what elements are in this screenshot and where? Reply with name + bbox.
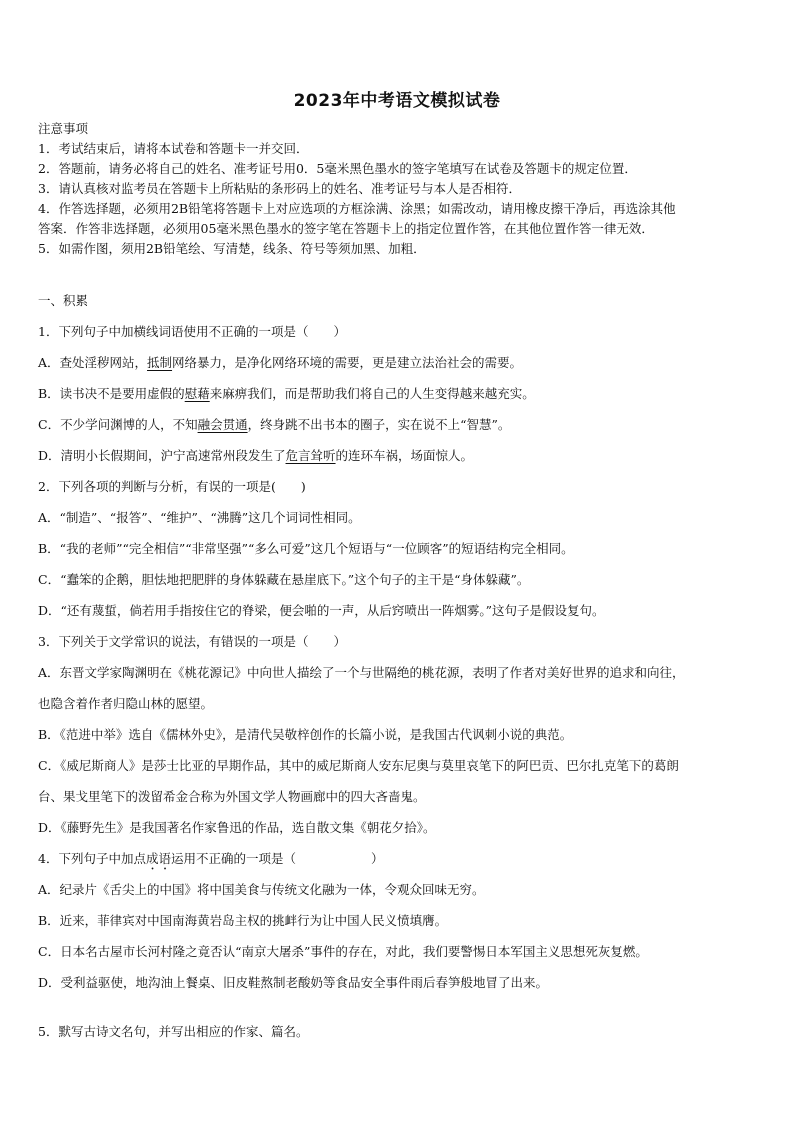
notes-item: 5．如需作图，须用2B铅笔绘、写清楚，线条、符号等须加黑、加粗． bbox=[38, 241, 426, 256]
option-text: C．不少学问渊博的人，不知 bbox=[38, 417, 198, 432]
option-a-continued: 也隐含着作者归隐山林的愿望。 bbox=[38, 696, 214, 711]
option-d: D．《藤野先生》是我国著名作家鲁迅的作品，选自散文集《朝花夕拾》。 bbox=[38, 820, 436, 835]
dotted-word: 成语 bbox=[145, 851, 171, 866]
notes-section bbox=[38, 119, 762, 259]
option-b: B．《范进中举》选自《儒林外史》，是清代吴敬梓创作的长篇小说，是我国古代讽刺小说的典范。 bbox=[38, 727, 573, 742]
option-text: D．清明小长假期间，沪宁高速常州段发生了 bbox=[38, 448, 286, 463]
option-c: C．“蠢笨的企鹅，胆怯地把肥胖的身体躲藏在悬崖底下。”这个句子的主干是“身体躲藏”。 bbox=[38, 572, 530, 587]
option-b: B．近来，菲律宾对中国南海黄岩岛主权的挑衅行为让中国人民义愤填膺。 bbox=[38, 913, 448, 928]
option-a: A．“制造”、“报答”、“维护”、“沸腾”这几个词词性相同。 bbox=[38, 510, 361, 525]
question-stem: 1．下列句子中加横线词语使用不正确的一项是（ ） bbox=[38, 324, 346, 339]
option-a: A．纪录片《舌尖上的中国》将中国美食与传统文化融为一体，令观众回味无穷。 bbox=[38, 882, 485, 897]
section-heading: 一、积累 bbox=[38, 293, 89, 308]
option-text: 的连环车祸，场面惊人。 bbox=[335, 448, 474, 463]
notes-item: 4．作答选择题，必须用2B铅笔将答题卡上对应选项的方框涂满、涂黑；如需改动，请用橡皮擦干净后，再选涂其他 bbox=[38, 201, 676, 216]
option-d: D．受利益驱使，地沟油上餐桌、旧皮鞋熬制老酸奶等食品安全事件雨后春笋般地冒了出来。 bbox=[38, 975, 549, 990]
stem-text: 4．下列句子中加点 bbox=[38, 851, 146, 866]
option-d bbox=[38, 440, 762, 471]
spacer bbox=[38, 998, 762, 1016]
option-text: 网络暴力，是净化网络环境的需要，更是建立法治社会的需要。 bbox=[172, 355, 523, 370]
notes-item: 3．请认真核对监考员在答题卡上所粘贴的条形码上的姓名、准考证号与本人是否相符． bbox=[38, 181, 521, 196]
underlined-word: 融会贯通 bbox=[197, 417, 248, 432]
option-a: A．东晋文学家陶渊明在《桃花源记》中向世人描绘了一个与世隔绝的桃花源，表明了作者对美好世界的追求和向往， bbox=[38, 665, 685, 680]
questions-section bbox=[38, 285, 762, 1047]
question-stem bbox=[38, 843, 762, 874]
notes-item: 1．考试结束后，请将本试卷和答题卡一并交回． bbox=[38, 141, 309, 156]
option-text: A．查处淫秽网站， bbox=[38, 355, 148, 370]
notes-item: 答案．作答非选择题，必须用05毫米黑色墨水的签字笔在答题卡上的指定位置作答，在其他位置作答一律无效． bbox=[38, 221, 654, 236]
question-stem: 5．默写古诗文名句，并写出相应的作家、篇名。 bbox=[38, 1024, 309, 1039]
notes-item: 2．答题前，请务必将自己的姓名、准考证号用0．5毫米黑色墨水的签字笔填写在试卷及答题卡的规定位置． bbox=[38, 161, 637, 176]
option-text: 来麻痹我们，而是帮助我们将自己的人生变得越来越充实。 bbox=[209, 386, 535, 401]
option-c bbox=[38, 409, 762, 440]
option-text: ，终身跳不出书本的圈子，实在说不上“智慧”。 bbox=[247, 417, 511, 432]
notes-heading: 注意事项 bbox=[38, 121, 89, 136]
option-b bbox=[38, 378, 762, 409]
underlined-word: 抵制 bbox=[147, 355, 173, 370]
underlined-word: 危言耸听 bbox=[285, 448, 336, 463]
page-title: 2023年中考语文模拟试卷 bbox=[293, 91, 501, 111]
option-c-continued: 台、果戈里笔下的泼留希金合称为外国文学人物画廊中的四大吝啬鬼。 bbox=[38, 789, 426, 804]
option-c: C．《威尼斯商人》是莎士比亚的早期作品，其中的威尼斯商人安东尼奥与莫里哀笔下的阿巴贡、巴尔扎克笔下的葛朗 bbox=[38, 758, 679, 773]
option-a bbox=[38, 347, 762, 378]
option-text: B．读书决不是要用虚假的 bbox=[38, 386, 185, 401]
question-stem: 2．下列各项的判断与分析，有误的一项是( ) bbox=[38, 479, 306, 494]
underlined-word: 慰藉 bbox=[184, 386, 210, 401]
option-d: D．“还有蔑蜇，倘若用手指按住它的脊梁，便会啪的一声，从后窍喷出一阵烟雾。”这句子是假设复句。 bbox=[38, 603, 605, 618]
option-c: C．日本名古屋市长河村隆之竟否认“南京大屠杀”事件的存在，对此，我们要警惕日本军国主义思想死灰复燃。 bbox=[38, 944, 648, 959]
option-b: B．“我的老师”“完全相信”“非常坚强”“多么可爱”这几个短语与“一位顾客”的短语结构完全相同。 bbox=[38, 541, 574, 556]
question-stem: 3．下列关于文学常识的说法，有错误的一项是（ ） bbox=[38, 634, 346, 649]
stem-text: 运用不正确的一项是（ ） bbox=[170, 851, 384, 866]
